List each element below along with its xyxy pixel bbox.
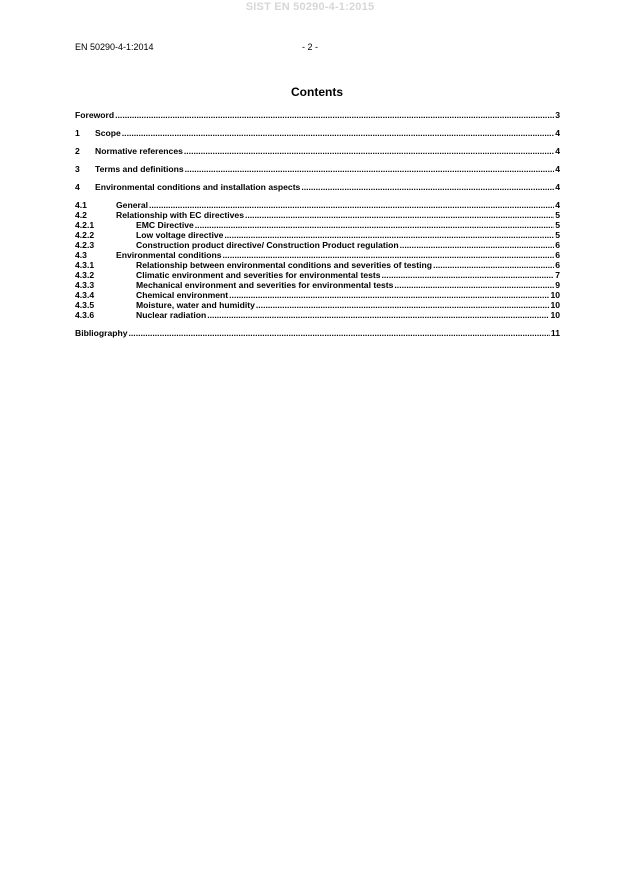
toc-entry-page: 4 xyxy=(555,146,560,156)
toc-entry-number: 4.3.3 xyxy=(75,280,95,290)
toc-leader-dots xyxy=(115,110,554,120)
toc-entry-title: Relationship with EC directives xyxy=(116,210,244,220)
toc-entry-page: 4 xyxy=(555,200,560,210)
toc-entry-title: Climatic environment and severities for environmental tests xyxy=(136,270,381,280)
toc-entry-page: 9 xyxy=(555,280,560,290)
toc-entry-low-voltage-directive[interactable] xyxy=(75,230,560,240)
toc-entry-number: 4 xyxy=(75,182,80,192)
toc-entry-page: 10 xyxy=(550,300,560,310)
toc-leader-dots xyxy=(400,240,555,250)
toc-entry-title: Environmental conditions and installation aspects xyxy=(95,182,301,192)
toc-leader-dots xyxy=(245,210,554,220)
toc-entry-mechanical-environment[interactable] xyxy=(75,280,560,290)
toc-entry-scope[interactable] xyxy=(75,128,560,138)
toc-entry-foreword[interactable] xyxy=(75,110,560,120)
toc-entry-page: 5 xyxy=(555,230,560,240)
toc-entry-page: 4 xyxy=(555,182,560,192)
toc-leader-dots xyxy=(207,310,549,320)
toc-entry-title: Scope xyxy=(95,128,121,138)
toc-entry-number: 4.2 xyxy=(75,210,87,220)
toc-entry-title: Chemical environment xyxy=(136,290,229,300)
table-of-contents xyxy=(75,110,560,338)
toc-entry-number: 4.3.5 xyxy=(75,300,95,310)
toc-leader-dots xyxy=(129,328,550,338)
toc-leader-dots xyxy=(301,182,554,192)
toc-entry-general[interactable] xyxy=(75,200,560,210)
toc-entry-number: 4.3.2 xyxy=(75,270,95,280)
watermark: SIST EN 50290-4-1:2015 xyxy=(245,1,375,13)
toc-entry-title: Nuclear radiation xyxy=(136,310,207,320)
toc-entry-page: 4 xyxy=(555,164,560,174)
toc-entry-page: 11 xyxy=(550,328,560,338)
toc-entry-page: 6 xyxy=(555,260,560,270)
toc-leader-dots xyxy=(433,260,554,270)
toc-entry-nuclear-radiation[interactable] xyxy=(75,310,560,320)
toc-entry-number: 4.3.6 xyxy=(75,310,95,320)
toc-entry-page: 10 xyxy=(550,310,560,320)
toc-entry-page: 7 xyxy=(555,270,560,280)
toc-entry-title: General xyxy=(116,200,149,210)
toc-entry-title: Moisture, water and humidity xyxy=(136,300,255,310)
toc-leader-dots xyxy=(394,280,554,290)
toc-entry-number: 4.3 xyxy=(75,250,87,260)
toc-leader-dots xyxy=(195,220,554,230)
toc-entry-page: 6 xyxy=(555,250,560,260)
toc-entry-page: 6 xyxy=(555,240,560,250)
toc-entry-page: 5 xyxy=(555,210,560,220)
toc-entry-moisture-water-humidity[interactable] xyxy=(75,300,560,310)
toc-entry-number: 2 xyxy=(75,146,80,156)
toc-leader-dots xyxy=(229,290,549,300)
toc-entry-title: Low voltage directive xyxy=(136,230,224,240)
toc-entry-page: 4 xyxy=(555,128,560,138)
toc-entry-number: 4.2.1 xyxy=(75,220,95,230)
toc-entry-bibliography[interactable] xyxy=(75,328,560,338)
toc-entry-emc-directive[interactable] xyxy=(75,220,560,230)
toc-entry-number: 1 xyxy=(75,128,80,138)
toc-entry-page: 5 xyxy=(555,220,560,230)
toc-entry-title: Bibliography xyxy=(75,328,128,338)
toc-entry-relationship-severities[interactable] xyxy=(75,260,560,270)
toc-leader-dots xyxy=(256,300,550,310)
toc-entry-environmental-conditions[interactable] xyxy=(75,250,560,260)
toc-entry-environmental-conditions-installation[interactable] xyxy=(75,182,560,192)
toc-entry-title: Construction product directive/ Construction Product regulation xyxy=(136,240,399,250)
toc-leader-dots xyxy=(224,230,554,240)
toc-entry-title: Relationship between environmental conditions and severities of testing xyxy=(136,260,433,270)
toc-entry-number: 4.3.1 xyxy=(75,260,95,270)
toc-entry-page: 10 xyxy=(550,290,560,300)
toc-entry-title: Environmental conditions xyxy=(116,250,222,260)
toc-entry-title: Mechanical environment and severities for environmental tests xyxy=(136,280,394,290)
toc-entry-title: EMC Directive xyxy=(136,220,194,230)
toc-entry-title: Terms and definitions xyxy=(95,164,184,174)
toc-leader-dots xyxy=(223,250,555,260)
toc-entry-terms-and-definitions[interactable] xyxy=(75,164,560,174)
toc-entry-chemical-environment[interactable] xyxy=(75,290,560,300)
toc-entry-number: 4.1 xyxy=(75,200,87,210)
toc-entry-number: 3 xyxy=(75,164,80,174)
toc-leader-dots xyxy=(185,164,555,174)
toc-leader-dots xyxy=(122,128,554,138)
toc-entry-construction-product[interactable] xyxy=(75,240,560,250)
toc-leader-dots xyxy=(184,146,554,156)
toc-entry-number: 4.2.3 xyxy=(75,240,95,250)
page-number: - 2 - xyxy=(301,42,318,52)
toc-entry-climatic-environment[interactable] xyxy=(75,270,560,280)
toc-leader-dots xyxy=(149,200,554,210)
toc-entry-title: Normative references xyxy=(95,146,183,156)
contents-title: Contents xyxy=(291,85,343,99)
toc-entry-ec-directives[interactable] xyxy=(75,210,560,220)
toc-entry-page: 3 xyxy=(555,110,560,120)
document-id: EN 50290-4-1:2014 xyxy=(75,42,154,52)
toc-entry-number: 4.3.4 xyxy=(75,290,95,300)
toc-entry-normative-references[interactable] xyxy=(75,146,560,156)
toc-leader-dots xyxy=(382,270,555,280)
toc-entry-title: Foreword xyxy=(75,110,115,120)
toc-entry-number: 4.2.2 xyxy=(75,230,95,240)
